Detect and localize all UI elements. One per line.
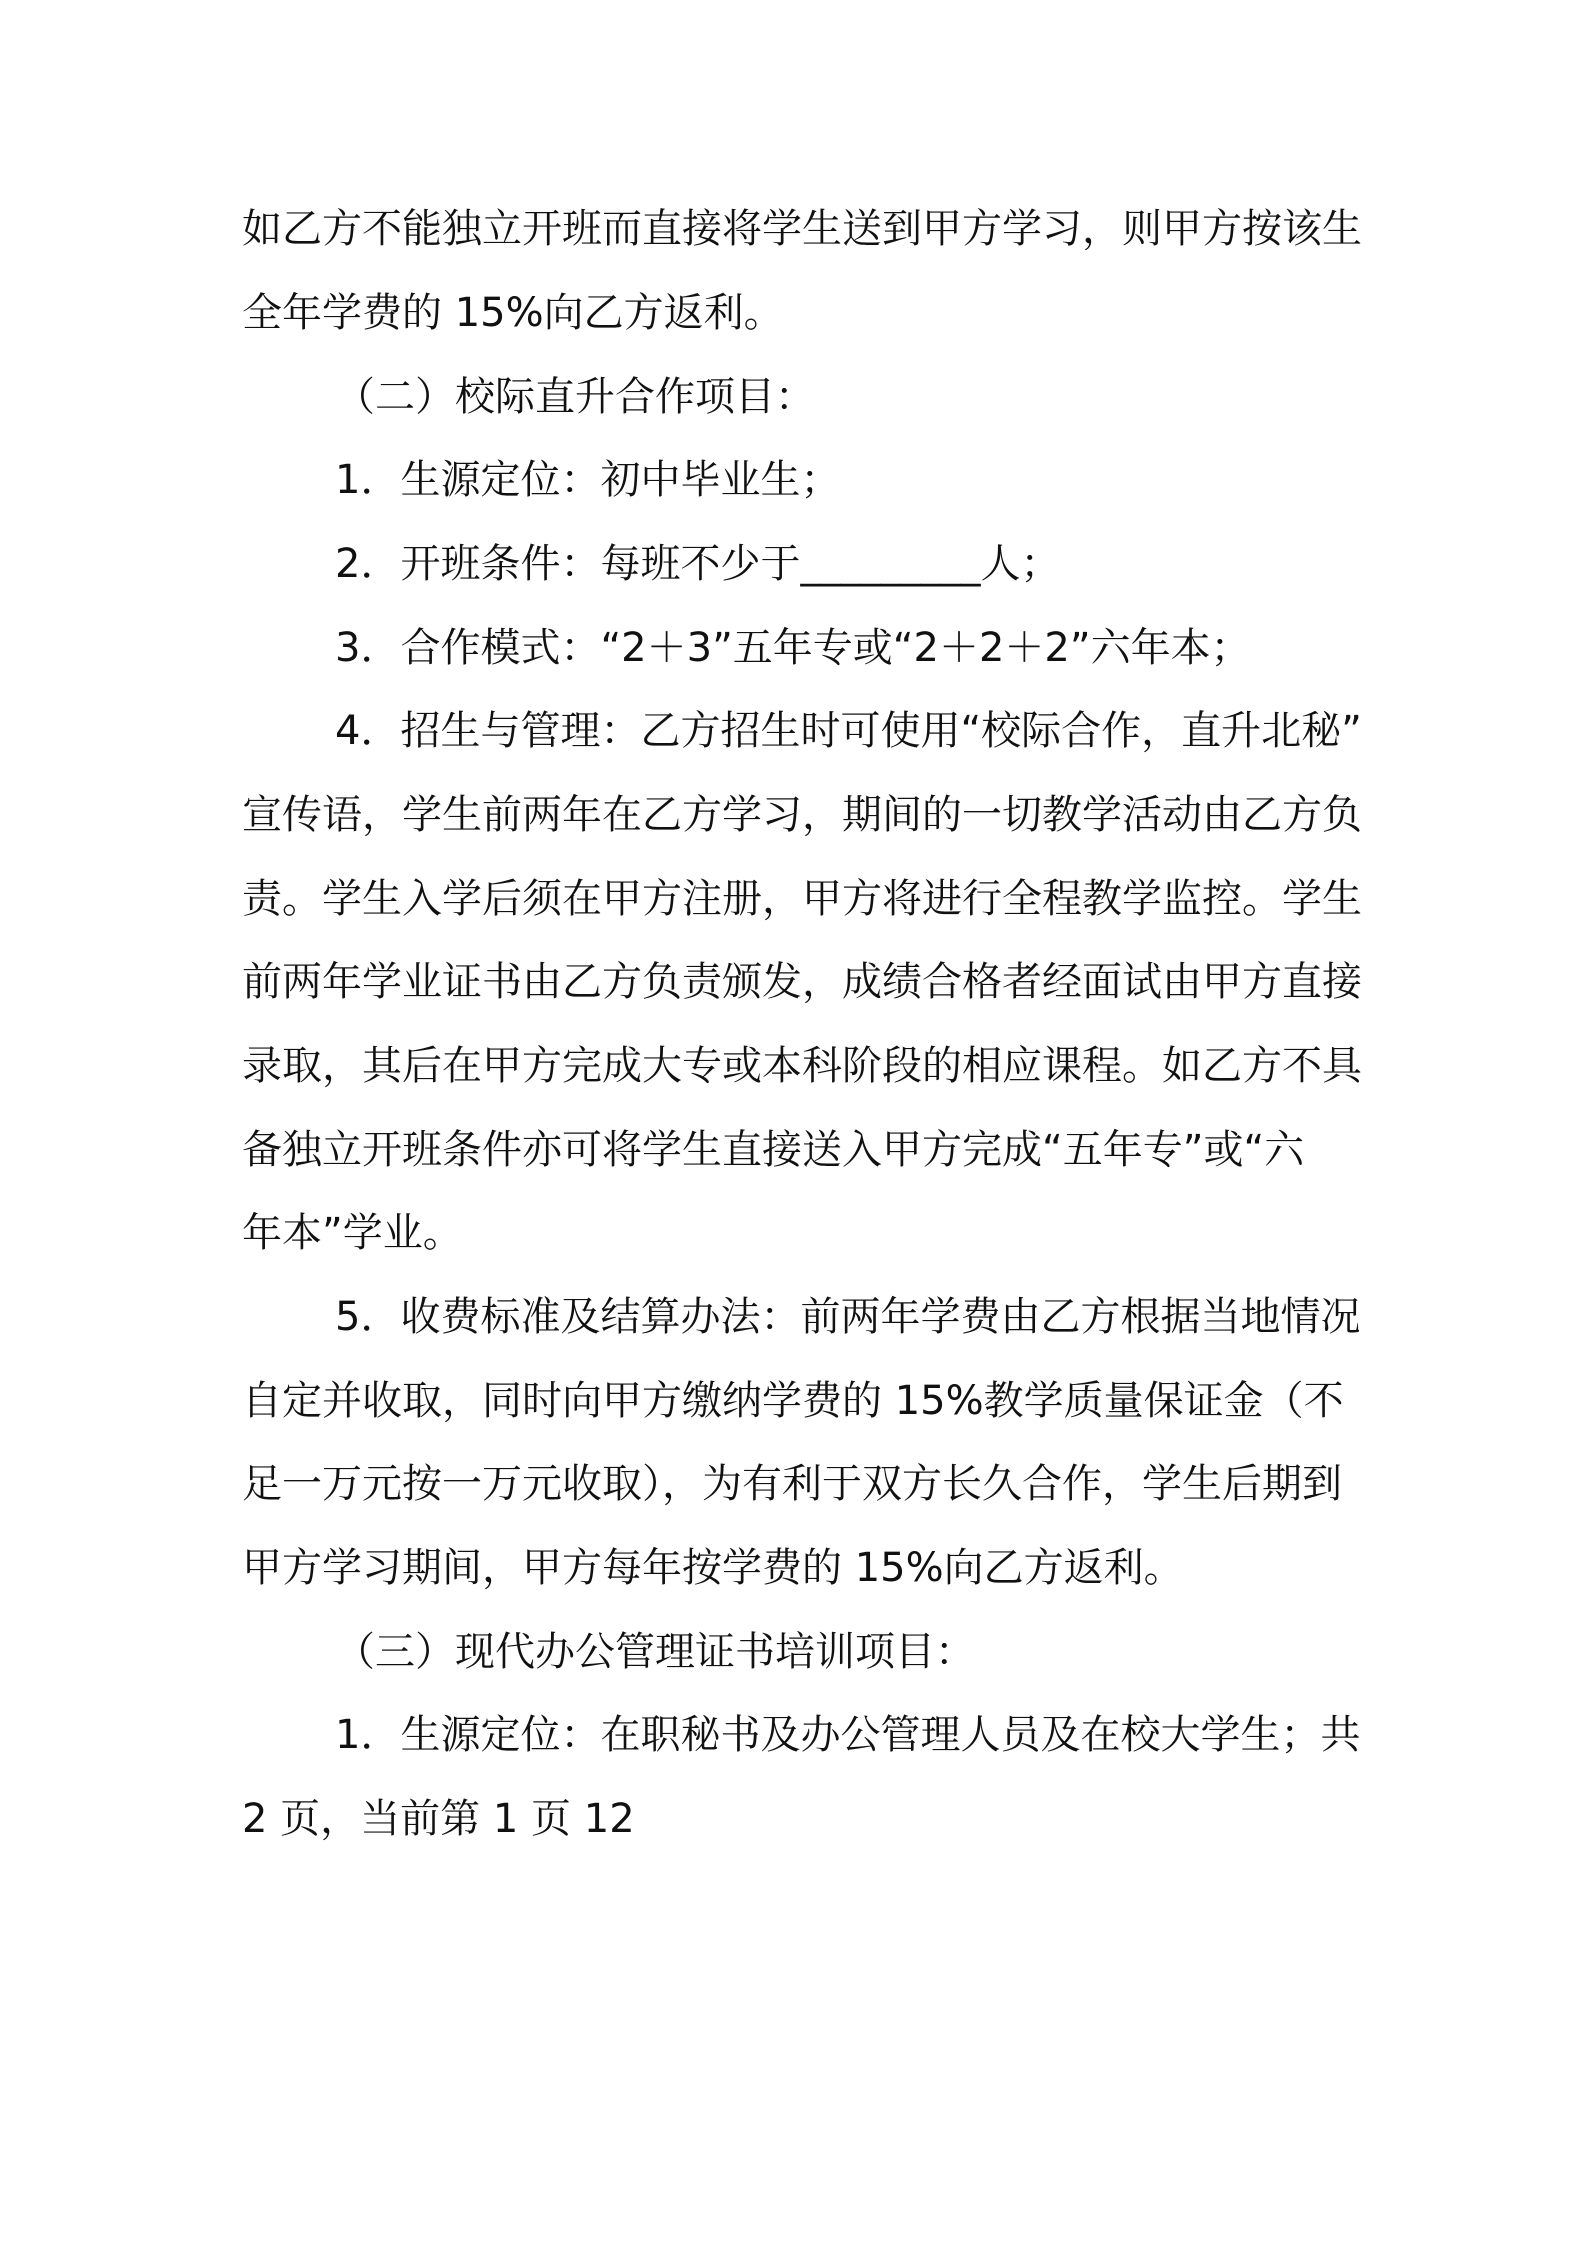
paragraph-line: 备独立开班条件亦可将学生直接送入甲方完成“五年专”或“六 [242,1127,1305,1173]
list-item: 1．生源定位：初中毕业生； [335,457,841,503]
paragraph-line: 足一万元按一万元收取），为有利于双方长久合作，学生后期到 [242,1461,1342,1507]
paragraph-line: 年本”学业。 [242,1210,463,1256]
paragraph-line: 自定并收取，同时向甲方缴纳学费的 15%教学质量保证金（不 [242,1378,1344,1424]
paragraph-line: 录取，其后在甲方完成大专或本科阶段的相应课程。如乙方不具 [242,1043,1362,1089]
paragraph-line: 宣传语，学生前两年在乙方学习，期间的一切教学活动由乙方负 [242,792,1362,838]
section-heading: （三）现代办公管理证书培训项目： [335,1629,975,1675]
list-item: 1．生源定位：在职秘书及办公管理人员及在校大学生；共 [335,1712,1361,1758]
paragraph-line: 如乙方不能独立开班而直接将学生送到甲方学习，则甲方按该生 [242,206,1362,252]
paragraph-line: 前两年学业证书由乙方负责颁发，成绩合格者经面试由甲方直接 [242,959,1362,1005]
paragraph-line: 全年学费的 15%向乙方返利。 [242,290,784,336]
paragraph-line: 甲方学习期间，甲方每年按学费的 15%向乙方返利。 [242,1545,1184,1591]
list-item: 3．合作模式：“2＋3”五年专或“2＋2＋2”六年本； [335,625,1251,671]
paragraph-line: 责。学生入学后须在甲方注册，甲方将进行全程教学监控。学生 [242,876,1362,922]
list-item: 2．开班条件：每班不少于_________人； [335,541,1061,587]
section-heading: （二）校际直升合作项目： [335,374,815,420]
page-footer: 2 页，当前第 1 页 12 [242,1796,635,1842]
list-item: 5．收费标准及结算办法：前两年学费由乙方根据当地情况 [335,1294,1361,1340]
list-item: 4．招生与管理：乙方招生时可使用“校际合作，直升北秘” [335,708,1362,754]
